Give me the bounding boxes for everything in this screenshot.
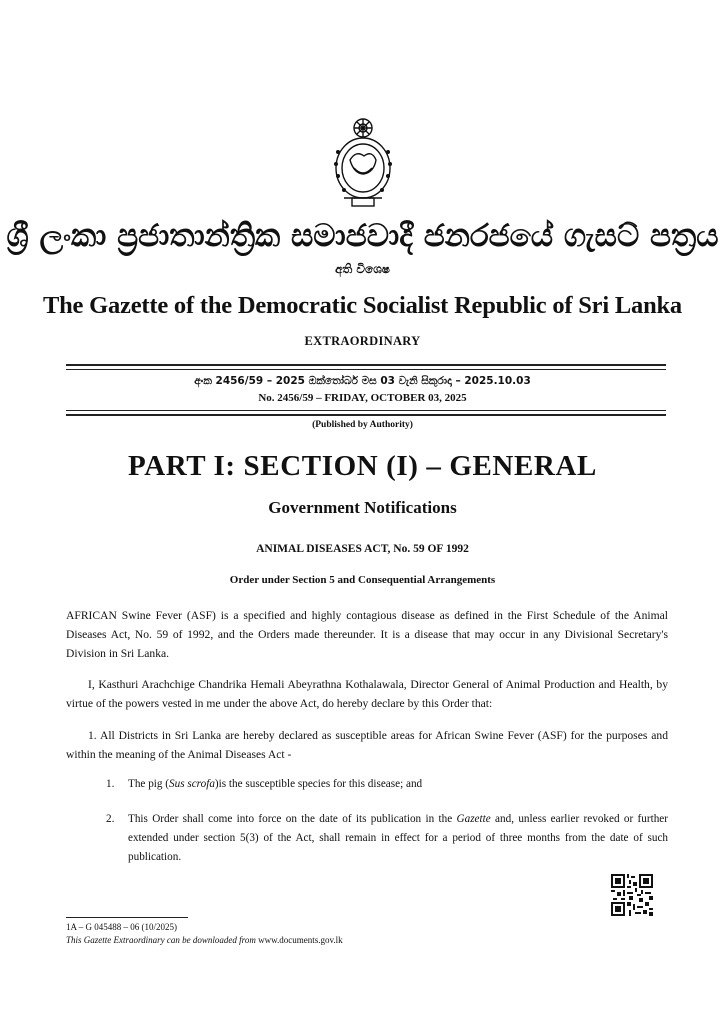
footer-divider	[66, 917, 188, 918]
list-item-text: The pig (Sus scrofa)is the susceptible species for this disease; and	[128, 778, 423, 790]
header-divider-bottom-thin	[66, 410, 666, 411]
body-paragraph-2: I, Kasthuri Arachchige Chandrika Hemali Abeyrathna Kothalawala, Director General of Animal Production and Health, by virtue of the powers vested in me under the above Act, do hereby declare by this Order that:	[66, 678, 668, 710]
order-title: Order under Section 5 and Consequential Arrangements	[229, 574, 496, 586]
part-title: PART I: SECTION (I) – GENERAL	[128, 450, 597, 482]
list-item-text: This Order shall come into force on the date of its publication in the Gazette and, unless earlier revoked or further extended under section 5(3) of the Act, shall remain in effect for a period of three months from the date of such publication.	[128, 813, 668, 863]
issue-line-sinhala: අංක 2456/59 – 2025 ඔක්තෝබර් මස 03 වැනි සිකුරාදා – 2025.10.03	[194, 375, 531, 387]
published-by-authority: (Published by Authority)	[312, 420, 413, 430]
gazette-code: 1A – G 045488 – 06 (10/2025)	[66, 922, 177, 932]
qr-code-icon	[611, 874, 653, 916]
download-link[interactable]: www.documents.gov.lk	[258, 935, 343, 945]
header-divider-top	[66, 364, 666, 366]
extraordinary-sinhala: අති විශෙෂ	[335, 262, 390, 276]
sri-lanka-emblem-icon	[330, 112, 396, 210]
header-divider-top-thin	[66, 369, 666, 370]
issue-line-english: No. 2456/59 – FRIDAY, OCTOBER 03, 2025	[258, 392, 467, 404]
act-title: ANIMAL DISEASES ACT, No. 59 OF 1992	[256, 543, 469, 555]
gazette-title-sinhala: ශ්‍රී ලංකා ප්‍රජාතාන්ත්‍රික සමාජවාදී ජනරජයේ ගැසට් පත්‍රය	[6, 218, 719, 254]
section-heading: Government Notifications	[268, 498, 457, 517]
list-item-number: 2.	[106, 813, 115, 825]
download-note: This Gazette Extraordinary can be downloaded from www.documents.gov.lk	[66, 935, 343, 945]
body-paragraph-3: 1. All Districts in Sri Lanka are hereby declared as susceptible areas for African Swine Fever (ASF) for the purposes and within the meaning of the Animal Diseases Act -	[66, 729, 668, 761]
body-paragraph-1: AFRICAN Swine Fever (ASF) is a specified and highly contagious disease as defined in the First Schedule of the Animal Diseases Act, No. 59 of 1992, and the Orders made thereunder. It is a disease that may occur in any Divisional Secretary's Division in Sri Lanka.	[66, 609, 668, 660]
header-divider-bottom	[66, 414, 666, 416]
gazette-title-english: The Gazette of the Democratic Socialist Republic of Sri Lanka	[42, 292, 682, 319]
extraordinary-label: EXTRAORDINARY	[304, 334, 421, 348]
list-item-number: 1.	[106, 778, 115, 790]
